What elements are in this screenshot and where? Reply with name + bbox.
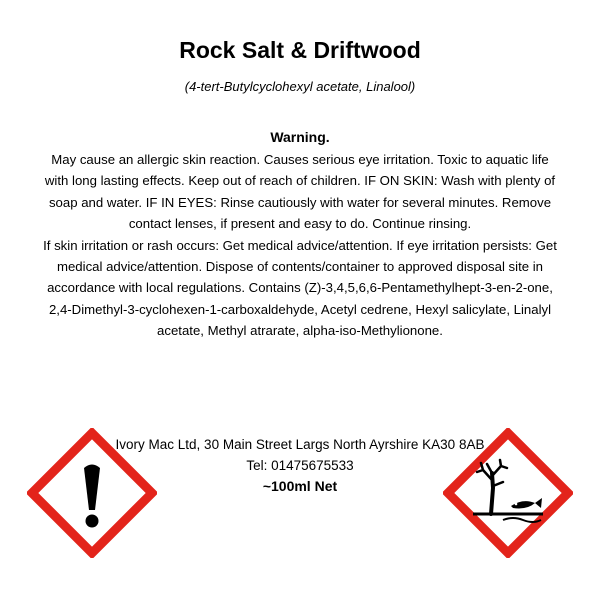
supplier-telephone: Tel: 01475675533	[246, 458, 354, 473]
net-quantity: ~100ml Net	[262, 478, 338, 494]
warning-paragraph: If skin irritation or rash occurs: Get medical advice/attention. If eye irritation persists: Get medical advice/attention. Dispose of contents/container to approved disposal site in accordance with local regulations. Contains (Z)-3,4,5,6,6-Pentamethylhept-3-en-2-one, 2,4-Dimethyl-3-cyclohexen-1-carboxaldehyde, Acetyl cedrene, Hexyl salicylate, Linalyl acetate, Methyl atrarate, alpha-iso-Methylionone.	[43, 237, 557, 339]
environment-hazard-icon	[443, 428, 573, 558]
supplier-address: Ivory Mac Ltd, 30 Main Street Largs North Ayrshire KA30 8AB	[115, 437, 485, 452]
supplier-info	[110, 434, 490, 497]
warning-text	[38, 149, 562, 342]
product-title: Rock Salt & Driftwood	[179, 37, 421, 63]
warning-heading: Warning.	[270, 129, 330, 145]
warning-paragraph: May cause an allergic skin reaction. Causes serious eye irritation. Toxic to aquatic life with long lasting effects. Keep out of reach of children. IF ON SKIN: Wash with plenty of soap and water. IF IN EYES: Rinse cautiously with water for several minutes. Remove contact lenses, if present and easy to do. Continue rinsing.	[44, 152, 556, 232]
product-ingredients: (4-tert-Butylcyclohexyl acetate, Linalool)	[184, 79, 416, 94]
